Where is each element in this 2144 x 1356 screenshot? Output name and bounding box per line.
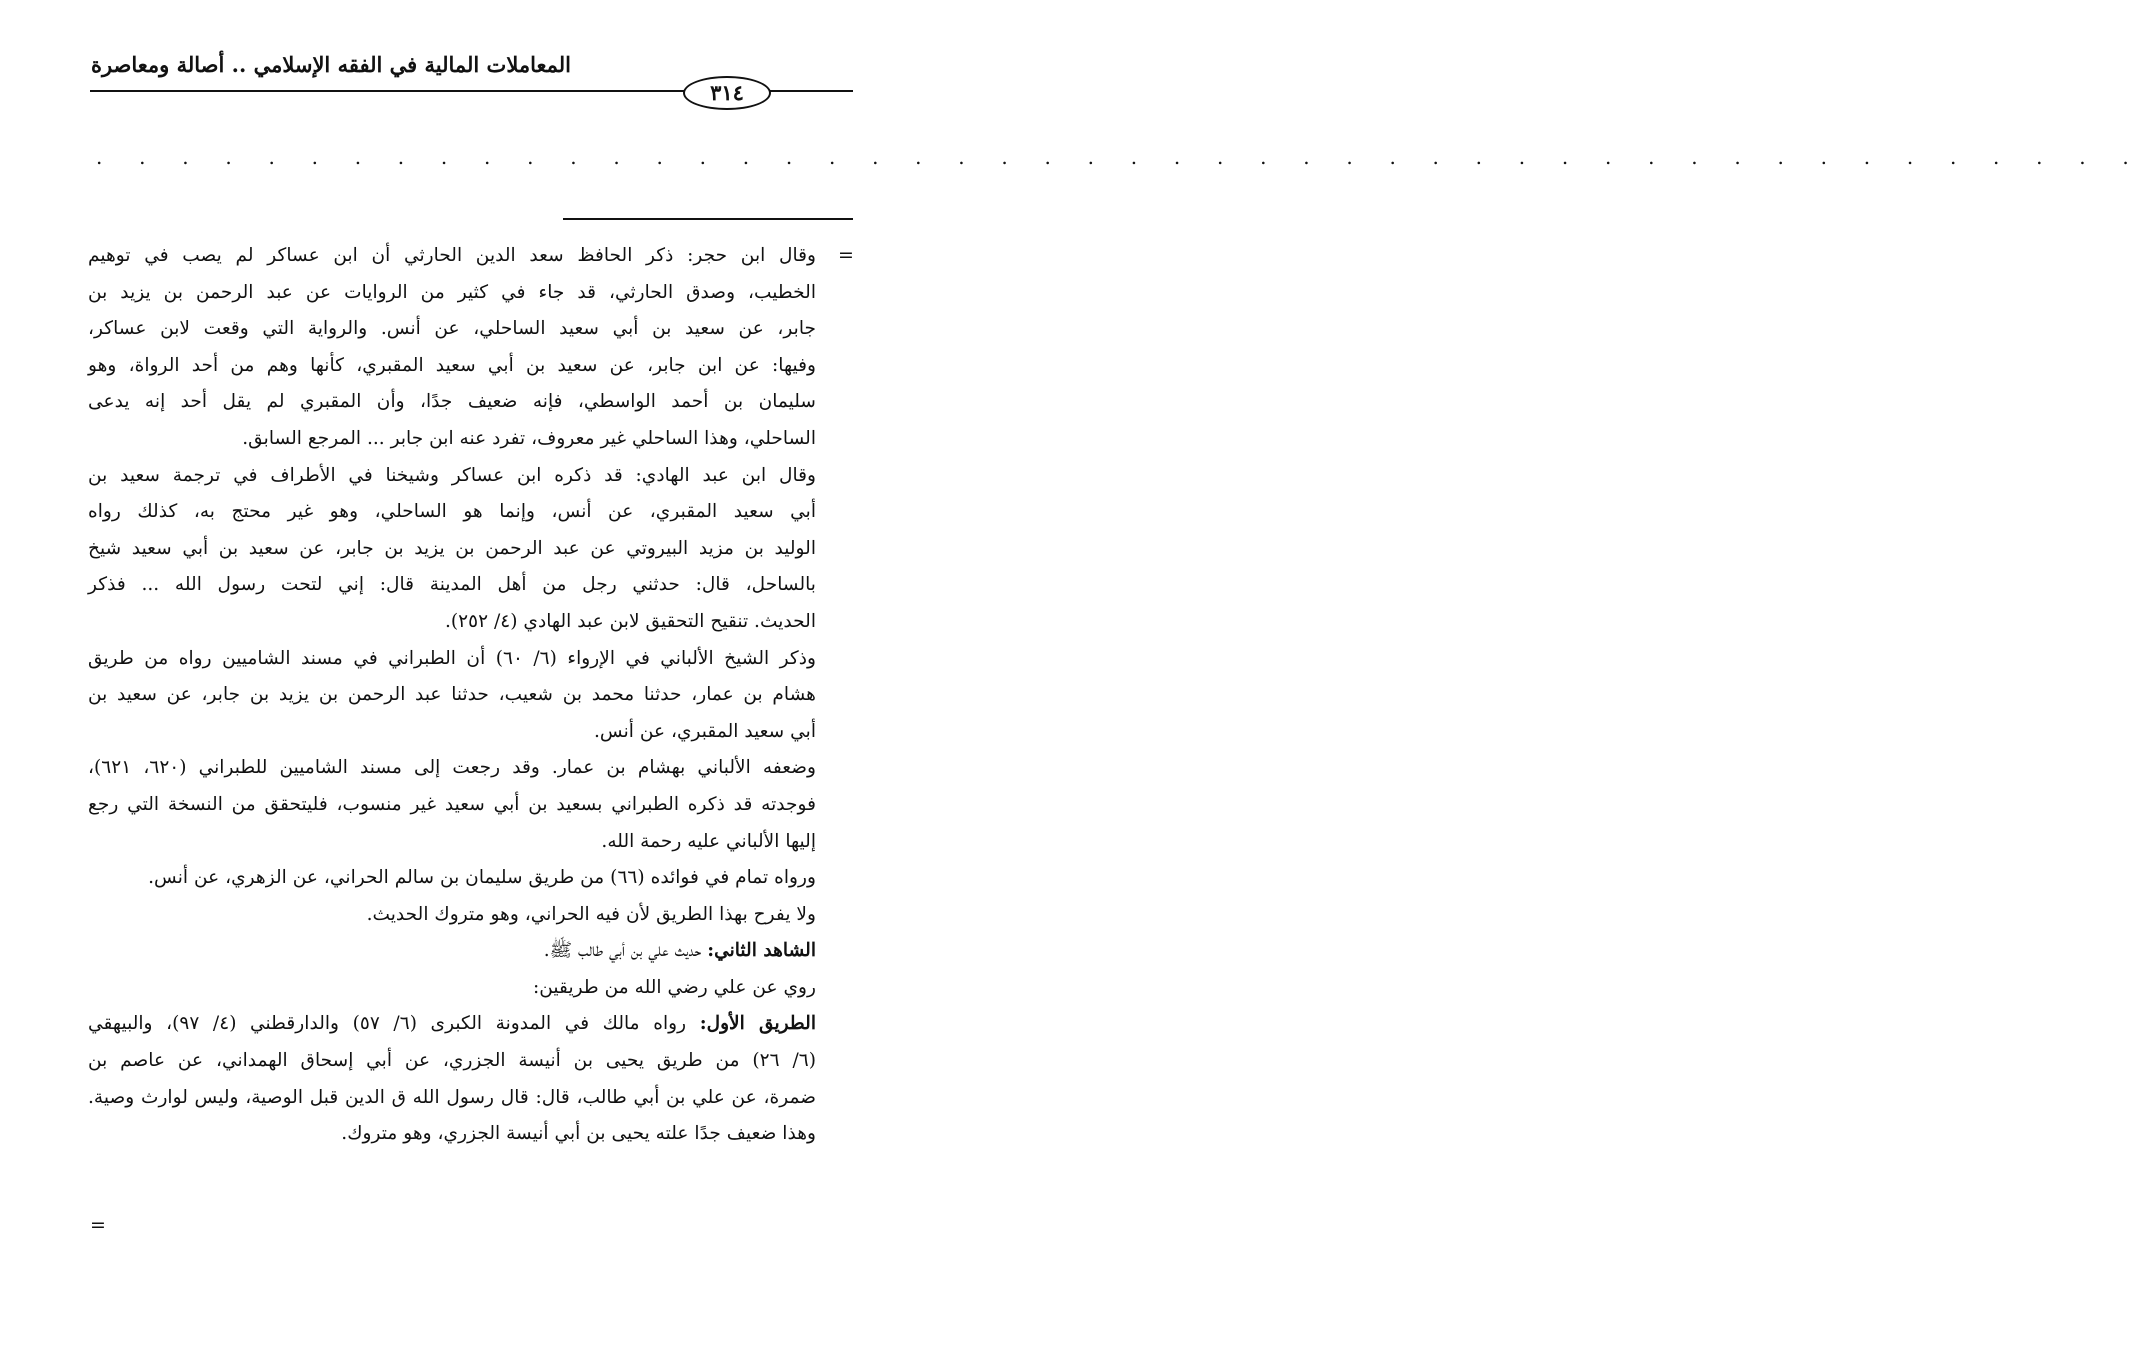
text-line: سليمان بن أحمد الواسطي، فإنه ضعيف جدًا، وأن المقبري لم يقل أحد إنه يدعى <box>88 391 816 413</box>
text-line: وذكر الشيخ الألباني في الإرواء (٦/ ٦٠) أن الطبراني في مسند الشاميين رواه من طريق <box>88 647 816 669</box>
continuation-mark-top: = <box>838 244 854 266</box>
text-line: وفيها: عن ابن جابر، عن سعيد بن أبي سعيد المقبري، كأنها وهم من أحد الرواة، وهو <box>88 354 816 376</box>
footnote-text <box>88 238 816 1153</box>
text-line: إليها الألباني عليه رحمة الله. <box>601 830 816 852</box>
footnote-rule <box>563 218 853 220</box>
text-line: الخطيب، وصدق الحارثي، قد جاء في كثير من الروايات عن عبد الرحمن بن يزيد بن <box>88 281 816 303</box>
text-line: الحديث. تنقيح التحقيق لابن عبد الهادي (٤/ ٢٥٢). <box>444 610 816 632</box>
running-title: المعاملات المالية في الفقه الإسلامي .. أصالة ومعاصرة <box>90 52 571 77</box>
text-line: الوليد بن مزيد البيروتي عن عبد الرحمن بن يزيد بن جابر، عن سعيد بن أبي سعيد شيخ <box>88 537 816 559</box>
witness-two-line <box>88 933 816 970</box>
text-line: ولا يفرح بهذا الطريق لأن فيه الحراني، وهو متروك الحديث. <box>366 903 816 925</box>
text-line: وهذا ضعيف جدًا علته يحيى بن أبي أنيسة الجزري، وهو متروك. <box>341 1123 816 1145</box>
ellipsis-dots: . . . . . . . . . . . . . . . . . . . . . . . . . . . . . . . . . . . . . . . . . . . . . . . . <box>96 145 2144 169</box>
text-line: وضعفه الألباني بهشام بن عمار. وقد رجعت إلى مسند الشاميين للطبراني (٦٢٠، ٦٢١)، <box>88 757 816 779</box>
text-line: روي عن علي رضي الله من طريقين: <box>533 976 816 998</box>
witness-two-label: الشاهد الثاني: <box>707 940 816 962</box>
text-line: الساحلي، وهذا الساحلي غير معروف، تفرد عنه ابن جابر ... المرجع السابق. <box>242 427 816 449</box>
text-line: جابر، عن سعيد بن أبي سعيد الساحلي، عن أنس. والرواية التي وقعت لابن عساكر، <box>88 318 816 340</box>
page-number: ٣١٤ <box>683 76 771 110</box>
first-path-line <box>88 1006 816 1043</box>
text-line: ضمرة، عن علي بن أبي طالب، قال: قال رسول الله ق الدين قبل الوصية، وليس لوارث وصية. <box>88 1086 816 1108</box>
text-line: وقال ابن عبد الهادي: قد ذكره ابن عساكر وشيخنا في الأطراف في ترجمة سعيد بن <box>88 464 816 486</box>
text-line: وقال ابن حجر: ذكر الحافظ سعد الدين الحارثي أن ابن عساكر لم يصب في توهيم <box>88 245 816 266</box>
text-line: (٦/ ٢٦) من طريق يحيى بن أنيسة الجزري، عن أبي إسحاق الهمداني، عن عاصم بن <box>88 1050 816 1072</box>
first-path-text: رواه مالك في المدونة الكبرى (٦/ ٥٧) والدارقطني (٤/ ٩٧)، والبيهقي <box>88 1013 700 1035</box>
continuation-mark-bottom: = <box>90 1214 106 1236</box>
text-line: أبي سعيد المقبري، عن أنس. <box>593 720 816 742</box>
witness-two-text: حديث علي بن أبي طالب ﷺ. <box>543 940 708 962</box>
text-line: ورواه تمام في فوائده (٦٦) من طريق سليمان بن سالم الحراني، عن الزهري، عن أنس. <box>148 867 816 889</box>
first-path-label: الطريق الأول: <box>699 1013 817 1035</box>
text-line: بالساحل، قال: حدثني رجل من أهل المدينة قال: إني لتحت رسول الله ... فذكر <box>88 574 816 596</box>
text-line: أبي سعيد المقبري، عن أنس، وإنما هو الساحلي، وهو غير محتج به، كذلك رواه <box>88 501 816 523</box>
text-line: فوجدته قد ذكره الطبراني بسعيد بن أبي سعيد غير منسوب، فليتحقق من النسخة التي رجع <box>88 793 816 815</box>
text-line: هشام بن عمار، حدثنا محمد بن شعيب، حدثنا عبد الرحمن بن يزيد بن جابر، عن سعيد بن <box>88 684 816 706</box>
